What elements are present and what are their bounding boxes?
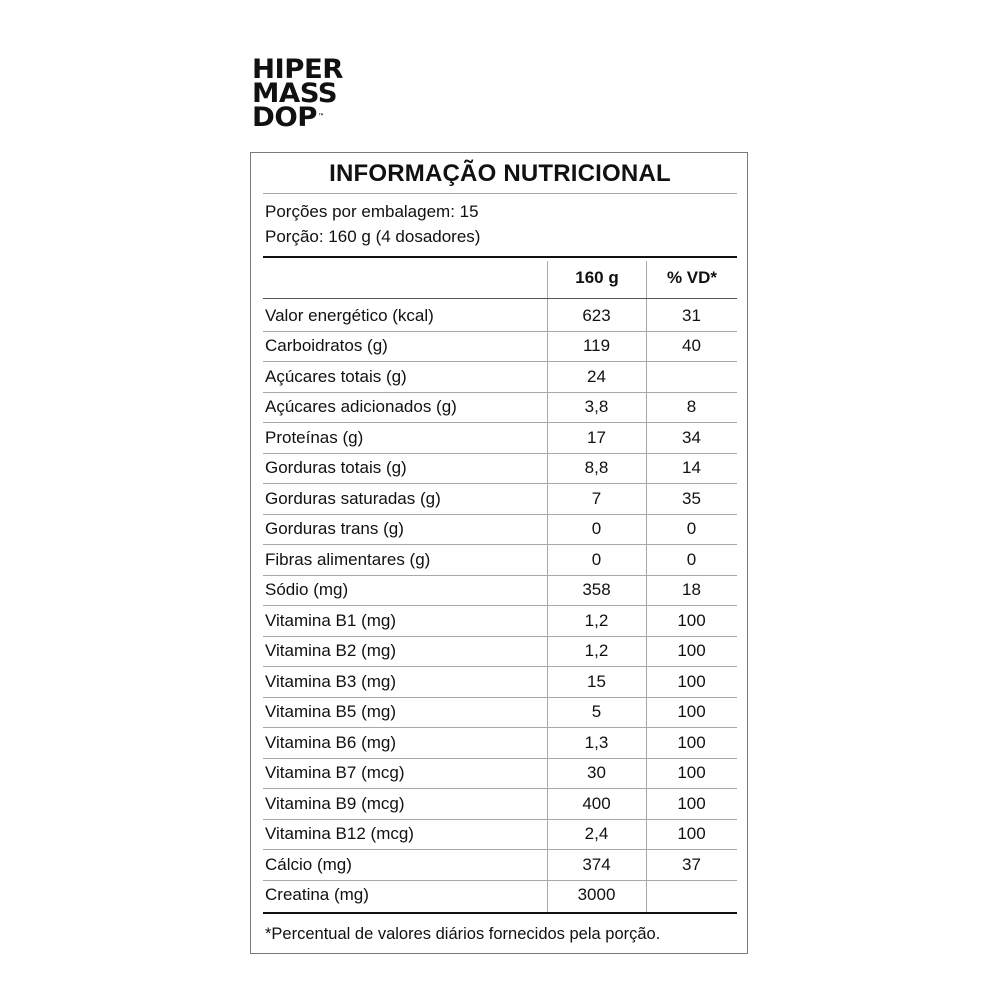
table-row	[263, 392, 737, 423]
table-row	[263, 331, 737, 362]
nutrient-amount: 0	[547, 545, 646, 576]
nutrient-name: Sódio (mg)	[263, 575, 547, 606]
table-row	[263, 301, 737, 331]
nutrient-name: Gorduras saturadas (g)	[263, 484, 547, 515]
nutrient-daily-value: 100	[646, 697, 737, 728]
table-row	[263, 697, 737, 728]
brand-logo-line: MASS	[252, 78, 338, 109]
table-row	[263, 484, 737, 515]
nutrient-amount: 15	[547, 667, 646, 698]
title-divider	[263, 193, 737, 194]
table-bottom-rule	[263, 912, 737, 914]
nutrient-amount: 374	[547, 850, 646, 881]
label-title: INFORMAÇÃO NUTRICIONAL	[329, 160, 671, 187]
nutrient-name: Açúcares adicionados (g)	[263, 392, 547, 423]
brand-logo-word: DOP	[252, 102, 317, 133]
nutrient-daily-value	[646, 880, 737, 910]
nutrient-daily-value: 100	[646, 667, 737, 698]
column-header-dv: % VD*	[666, 268, 718, 287]
brand-logo	[252, 54, 343, 133]
nutrient-name: Vitamina B12 (mcg)	[263, 819, 547, 850]
nutrient-name: Vitamina B9 (mcg)	[263, 789, 547, 820]
nutrient-amount: 1,2	[547, 636, 646, 667]
nutrient-daily-value: 35	[646, 484, 737, 515]
table-row	[263, 819, 737, 850]
serving-size: Porção: 160 g (4 dosadores)	[265, 227, 481, 246]
nutrient-amount: 30	[547, 758, 646, 789]
table-row	[263, 545, 737, 576]
nutrient-daily-value: 34	[646, 423, 737, 454]
nutrient-daily-value: 18	[646, 575, 737, 606]
nutrient-name: Cálcio (mg)	[263, 850, 547, 881]
nutrient-daily-value: 8	[646, 392, 737, 423]
table-row	[263, 789, 737, 820]
table-row	[263, 758, 737, 789]
nutrient-amount: 3,8	[547, 392, 646, 423]
table-row	[263, 514, 737, 545]
nutrient-name: Creatina (mg)	[265, 885, 369, 905]
brand-logo-line	[252, 102, 343, 133]
nutrient-amount: 400	[547, 789, 646, 820]
nutrient-name: Fibras alimentares (g)	[263, 545, 547, 576]
nutrient-name: Proteínas (g)	[263, 423, 547, 454]
nutrient-name: Vitamina B1 (mg)	[263, 606, 547, 637]
column-header-amount: 160 g	[575, 268, 619, 287]
nutrient-amount: 119	[547, 331, 646, 362]
nutrient-name: Açúcares totais (g)	[263, 362, 547, 393]
nutrient-name: Vitamina B7 (mcg)	[263, 758, 547, 789]
nutrient-amount: 0	[547, 514, 646, 545]
table-row	[263, 667, 737, 698]
nutrient-name: Carboidratos (g)	[263, 331, 547, 362]
nutrient-amount: 3000	[577, 885, 616, 905]
brand-logo-line: HIPER	[252, 54, 343, 85]
servings-per-package: Porções por embalagem: 15	[265, 202, 479, 221]
table-row	[263, 423, 737, 454]
nutrient-amount: 358	[547, 575, 646, 606]
nutrient-daily-value: 14	[646, 453, 737, 484]
nutrient-daily-value: 100	[646, 819, 737, 850]
nutrient-daily-value: 100	[646, 636, 737, 667]
nutrient-name: Vitamina B5 (mg)	[263, 697, 547, 728]
header-top-rule	[263, 256, 737, 258]
table-row	[263, 636, 737, 667]
footnote: *Percentual de valores diários fornecidos pela porção.	[265, 925, 661, 943]
table-row	[263, 453, 737, 484]
nutrient-name: Gorduras trans (g)	[263, 514, 547, 545]
nutrient-amount: 7	[547, 484, 646, 515]
table-row	[263, 575, 737, 606]
nutrient-daily-value: 31	[646, 301, 737, 331]
nutrient-name: Gorduras totais (g)	[263, 453, 547, 484]
nutrient-amount: 17	[547, 423, 646, 454]
nutrient-daily-value: 100	[646, 789, 737, 820]
nutrient-daily-value: 100	[646, 758, 737, 789]
nutrient-amount: 1,2	[547, 606, 646, 637]
nutrient-daily-value: 100	[646, 606, 737, 637]
nutrition-table-body	[263, 301, 737, 910]
header-bottom-rule	[263, 298, 737, 299]
nutrition-table	[263, 301, 737, 910]
table-row	[263, 880, 737, 910]
nutrient-daily-value: 100	[646, 728, 737, 759]
table-row	[263, 362, 737, 393]
trademark-symbol: ™	[317, 113, 324, 120]
nutrient-name: Vitamina B2 (mg)	[263, 636, 547, 667]
nutrient-daily-value: 0	[646, 545, 737, 576]
nutrient-daily-value: 40	[646, 331, 737, 362]
nutrient-amount: 2,4	[547, 819, 646, 850]
nutrient-amount: 8,8	[547, 453, 646, 484]
nutrient-amount: 1,3	[547, 728, 646, 759]
nutrient-daily-value: 0	[646, 514, 737, 545]
nutrient-daily-value: 37	[646, 850, 737, 881]
nutrient-amount: 623	[547, 301, 646, 331]
table-row	[263, 850, 737, 881]
nutrient-name: Vitamina B3 (mg)	[263, 667, 547, 698]
nutrient-daily-value	[646, 362, 737, 393]
table-row	[263, 606, 737, 637]
nutrient-name: Vitamina B6 (mg)	[263, 728, 547, 759]
nutrient-name: Valor energético (kcal)	[263, 301, 547, 331]
table-row	[263, 728, 737, 759]
nutrient-amount: 24	[547, 362, 646, 393]
nutrient-amount: 5	[547, 697, 646, 728]
